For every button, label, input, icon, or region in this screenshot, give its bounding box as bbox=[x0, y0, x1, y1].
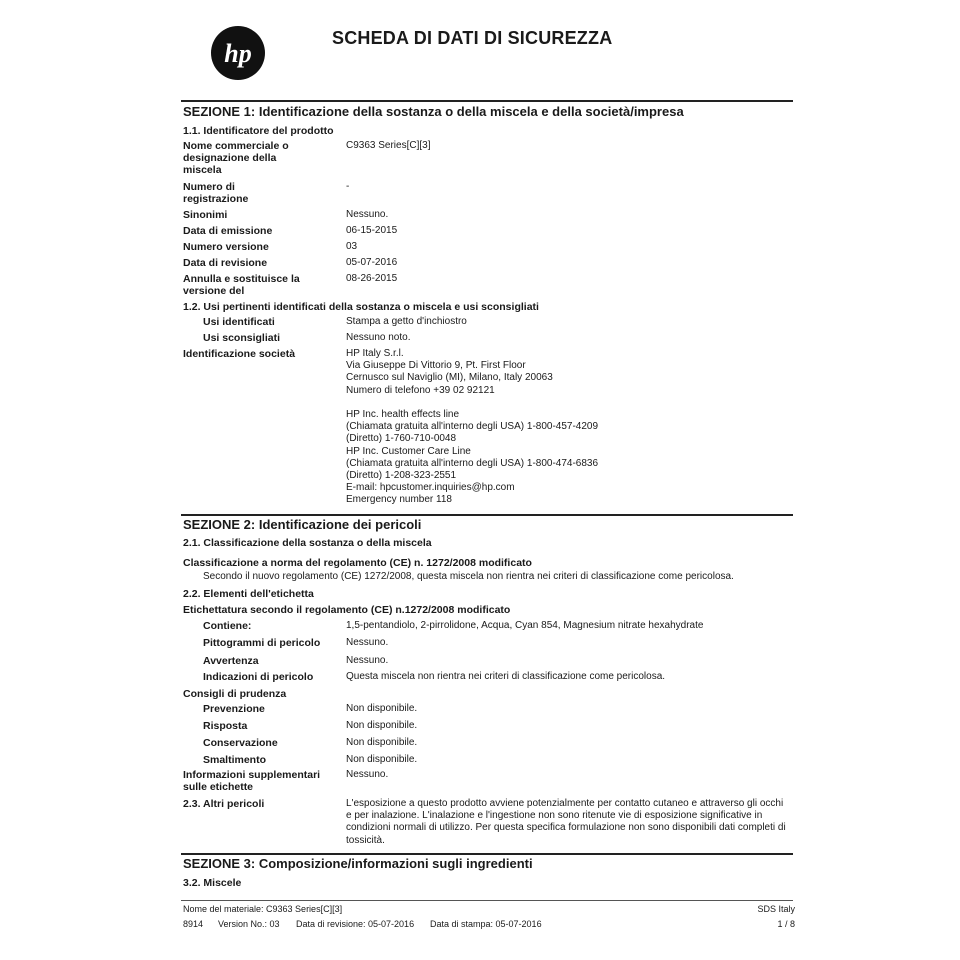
subsection-2-2: 2.2. Elementi dell'etichetta bbox=[183, 588, 314, 600]
label-prevention: Prevenzione bbox=[203, 703, 265, 715]
company-line: Cernusco sul Naviglio (MI), Milano, Italy 20063 bbox=[346, 372, 553, 384]
label-version-number: Numero versione bbox=[183, 241, 269, 253]
section-1-rule bbox=[181, 100, 793, 102]
company-contacts-block bbox=[346, 409, 598, 507]
footer-material-name: Nome del materiale: C9363 Series[C][3] bbox=[183, 904, 343, 914]
footer-version: Version No.: 03 bbox=[218, 919, 280, 929]
footer-revision-date: Data di revisione: 05-07-2016 bbox=[296, 919, 415, 929]
hp-logo-text: hp bbox=[224, 39, 252, 68]
company-line: Numero di telefono +39 02 92121 bbox=[346, 384, 495, 396]
section-1-heading: SEZIONE 1: Identificazione della sostanza o della miscela e della società/impresa bbox=[183, 104, 684, 119]
label-trade-name: Nome commerciale o designazione della miscela bbox=[183, 140, 289, 176]
label-storage: Conservazione bbox=[203, 737, 278, 749]
value-disposal: Non disponibile. bbox=[346, 754, 418, 765]
label-company-identification: Identificazione società bbox=[183, 348, 296, 360]
label-response: Risposta bbox=[203, 720, 248, 732]
value-contains: 1,5-pentandiolo, 2-pirrolidone, Acqua, Cyan 854, Magnesium nitrate hexahydrate bbox=[346, 620, 704, 631]
value-supersedes: 08-26-2015 bbox=[346, 273, 398, 284]
label-synonyms: Sinonimi bbox=[183, 209, 228, 221]
document-title: SCHEDA DI DATI DI SICUREZZA bbox=[332, 28, 613, 48]
section-3-heading: SEZIONE 3: Composizione/informazioni sugli ingredienti bbox=[183, 856, 533, 871]
value-registration-number: - bbox=[346, 181, 350, 192]
label-hazard-statements: Indicazioni di pericolo bbox=[203, 671, 314, 683]
section-2-heading: SEZIONE 2: Identificazione dei pericoli bbox=[183, 517, 422, 532]
label-contains: Contiene: bbox=[203, 620, 252, 632]
classification-heading: Classificazione a norma del regolamento (CE) n. 1272/2008 modificato bbox=[183, 557, 532, 569]
contact-line: Emergency number 118 bbox=[346, 494, 452, 506]
other-hazards-line: e per inalazione. L'inalazione e l'ingestione non sono ritenute vie di esposizione significative in bbox=[346, 810, 763, 822]
subsection-3-2: 3.2. Miscele bbox=[183, 877, 242, 889]
company-line: HP Italy S.r.l. bbox=[346, 348, 404, 359]
value-signal-word: Nessuno. bbox=[346, 655, 389, 666]
footer-page-number: 1 / 8 bbox=[777, 919, 795, 929]
label-signal-word: Avvertenza bbox=[203, 655, 259, 667]
contact-line: HP Inc. Customer Care Line bbox=[346, 445, 471, 457]
company-address-block bbox=[346, 348, 553, 397]
contact-line: (Diretto) 1-208-323-2551 bbox=[346, 470, 457, 482]
value-revision-date: 05-07-2016 bbox=[346, 257, 398, 268]
label-uses-advised-against: Usi sconsigliati bbox=[203, 332, 281, 344]
contact-email: E-mail: hpcustomer.inquiries@hp.com bbox=[346, 482, 515, 494]
label-registration-number: Numero di registrazione bbox=[183, 181, 249, 205]
value-response: Non disponibile. bbox=[346, 720, 418, 731]
label-supersedes: Annulla e sostituisce la versione del bbox=[183, 273, 300, 297]
label-revision-date: Data di revisione bbox=[183, 257, 268, 269]
other-hazards-line: L'esposizione a questo prodotto avviene potenzialmente per contatto cutaneo e attraverso gli occhi bbox=[346, 798, 784, 809]
footer-rule bbox=[181, 900, 793, 901]
footer-sds-country: SDS Italy bbox=[757, 904, 795, 914]
value-identified-uses: Stampa a getto d'inchiostro bbox=[346, 316, 467, 327]
label-identified-uses: Usi identificati bbox=[203, 316, 275, 328]
subsection-1-1: 1.1. Identificatore del prodotto bbox=[183, 125, 334, 137]
precautionary-heading: Consigli di prudenza bbox=[183, 688, 287, 700]
value-synonyms: Nessuno. bbox=[346, 209, 389, 220]
value-version-number: 03 bbox=[346, 241, 358, 252]
label-supplemental-info: Informazioni supplementari sulle etichette bbox=[183, 769, 321, 793]
value-issue-date: 06-15-2015 bbox=[346, 225, 398, 236]
contact-line: (Chiamata gratuita all'interno degli USA) 1-800-457-4209 bbox=[346, 421, 599, 433]
value-prevention: Non disponibile. bbox=[346, 703, 418, 714]
subsection-2-1: 2.1. Classificazione della sostanza o della miscela bbox=[183, 537, 432, 549]
other-hazards-line: tossicità. bbox=[346, 834, 385, 846]
label-disposal: Smaltimento bbox=[203, 754, 267, 766]
value-trade-name: C9363 Series[C][3] bbox=[346, 140, 431, 151]
value-hazard-pictograms: Nessuno. bbox=[346, 637, 389, 648]
contact-line: HP Inc. health effects line bbox=[346, 409, 460, 420]
labelling-heading: Etichettatura secondo il regolamento (CE) n.1272/2008 modificato bbox=[183, 604, 511, 616]
value-storage: Non disponibile. bbox=[346, 737, 418, 748]
label-hazard-pictograms: Pittogrammi di pericolo bbox=[203, 637, 321, 649]
section-3-rule bbox=[181, 853, 793, 855]
section-2-rule bbox=[181, 514, 793, 516]
label-issue-date: Data di emissione bbox=[183, 225, 273, 237]
subsection-1-2: 1.2. Usi pertinenti identificati della sostanza o miscela e usi sconsigliati bbox=[183, 301, 539, 313]
company-line: Via Giuseppe Di Vittorio 9, Pt. First Floor bbox=[346, 360, 526, 372]
classification-text: Secondo il nuovo regolamento (CE) 1272/2008, questa miscela non rientra nei criteri di classificazione come pericolosa. bbox=[203, 571, 734, 582]
value-supplemental-info: Nessuno. bbox=[346, 769, 389, 780]
value-hazard-statements: Questa miscela non rientra nei criteri di classificazione come pericolosa. bbox=[346, 671, 666, 682]
other-hazards-line: condizioni normali di utilizzo. Per questa specifica formulazione non sono disponibili dati completi di bbox=[346, 822, 786, 834]
value-uses-advised-against: Nessuno noto. bbox=[346, 332, 411, 343]
footer-print-date: Data di stampa: 05-07-2016 bbox=[430, 919, 542, 929]
hp-logo bbox=[210, 25, 266, 81]
value-other-hazards bbox=[346, 798, 786, 847]
label-other-hazards: 2.3. Altri pericoli bbox=[183, 798, 265, 810]
footer-code: 8914 bbox=[183, 919, 204, 929]
contact-line: (Chiamata gratuita all'interno degli USA) 1-800-474-6836 bbox=[346, 457, 599, 469]
contact-line: (Diretto) 1-760-710-0048 bbox=[346, 433, 457, 445]
